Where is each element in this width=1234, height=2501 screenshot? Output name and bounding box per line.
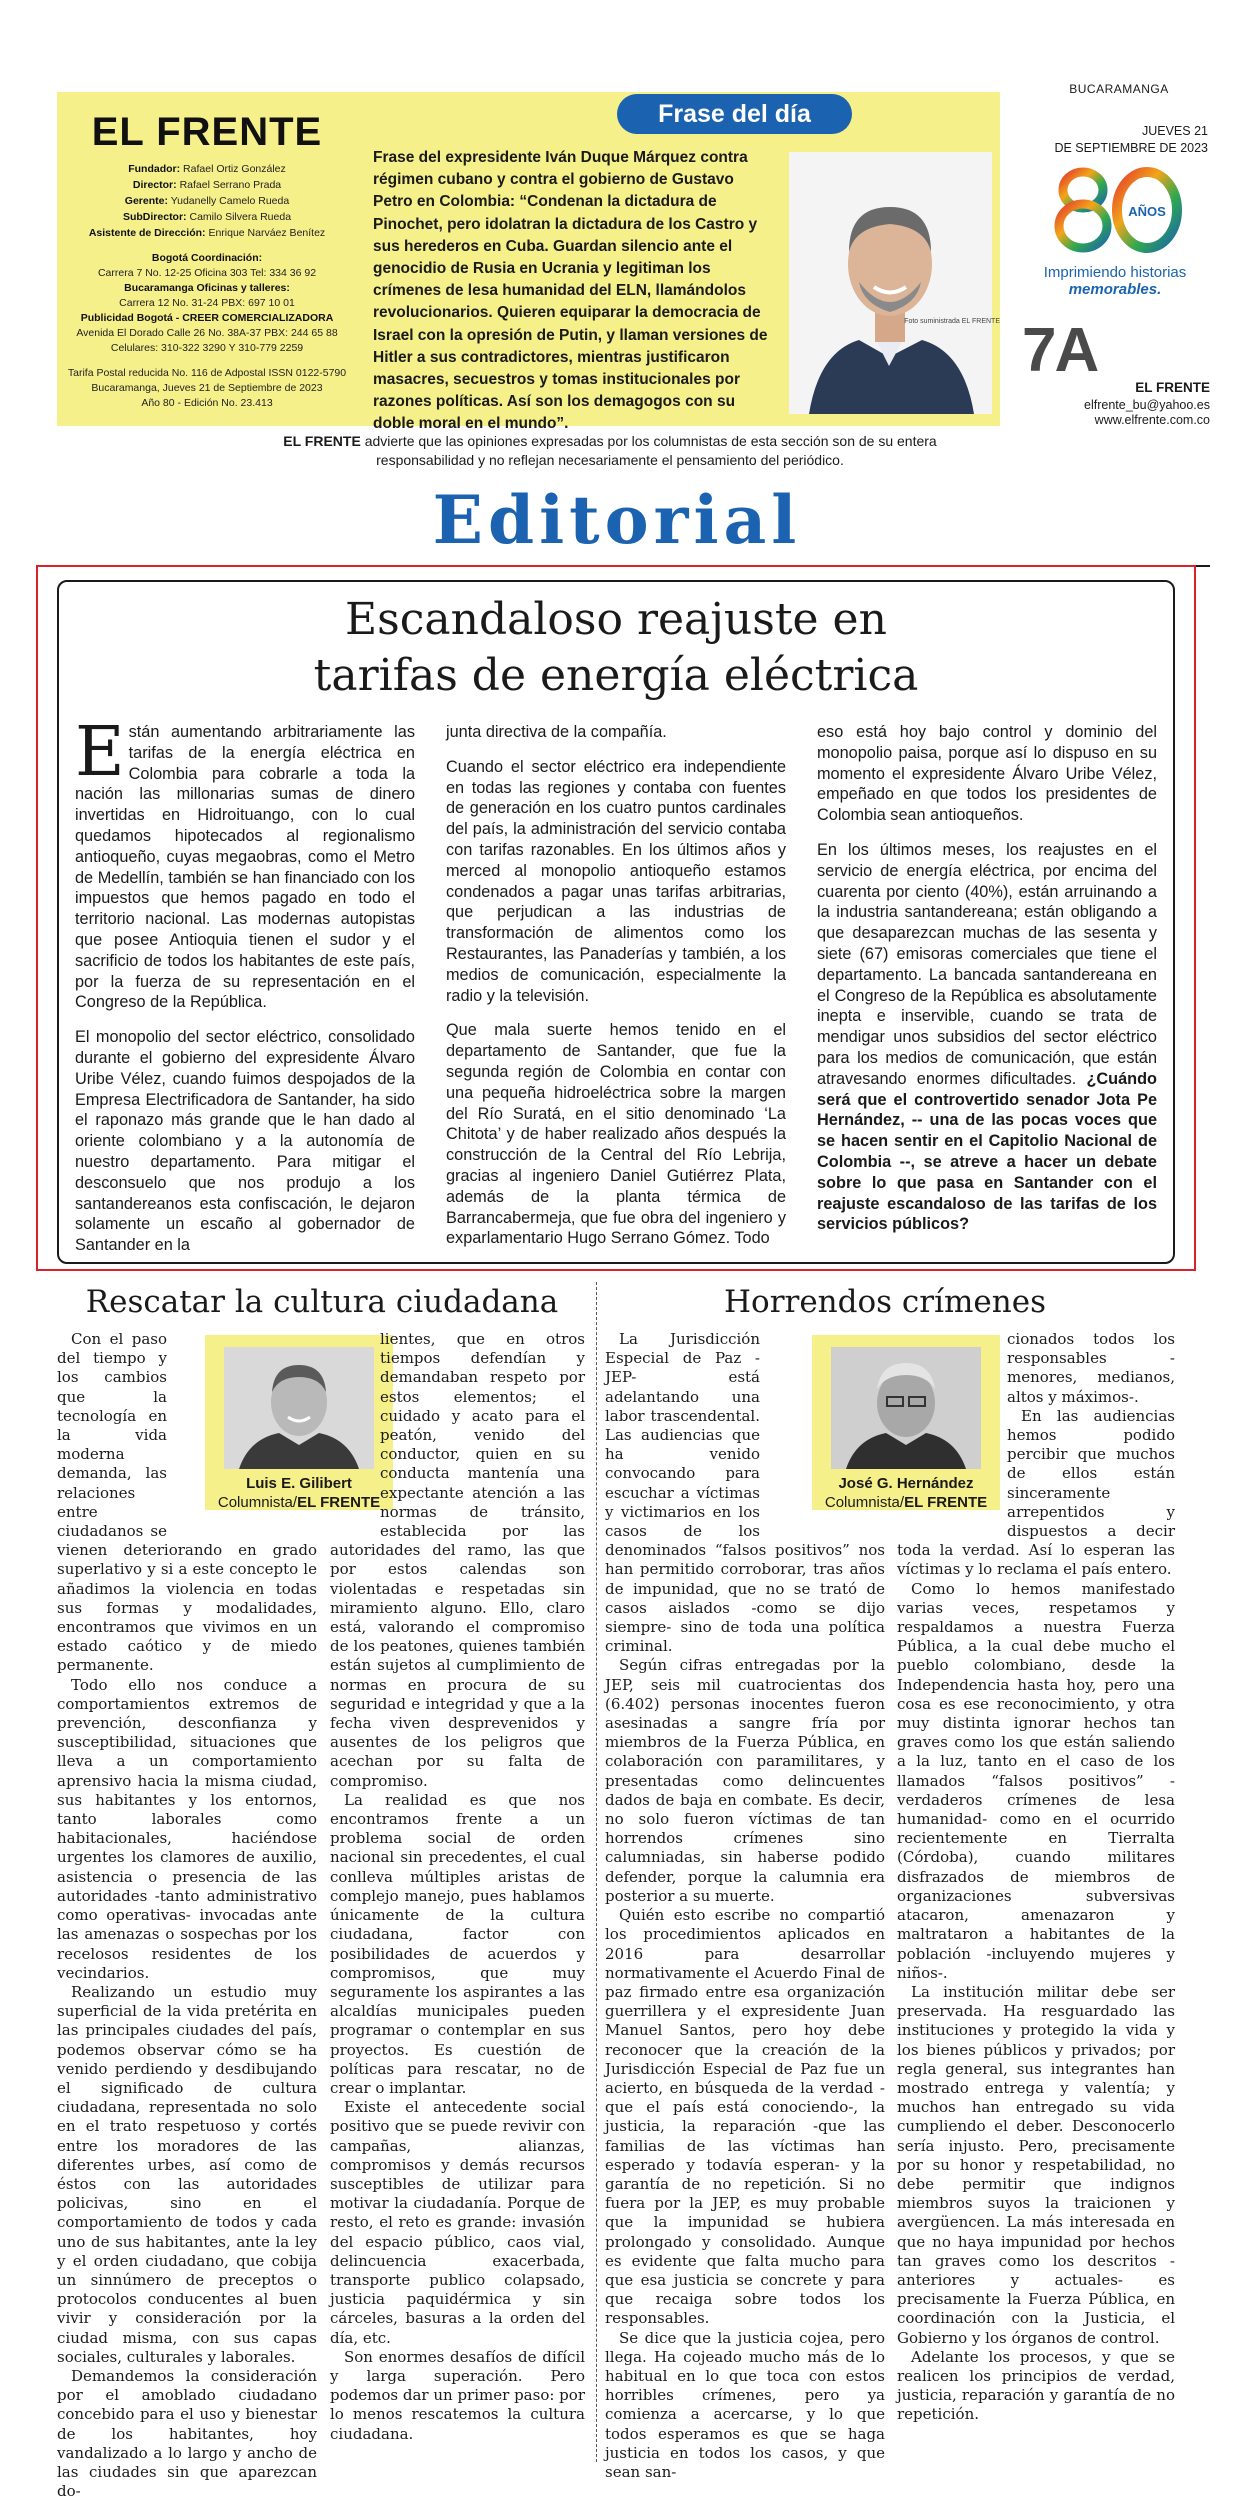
editorial-paragraph: Que mala suerte hemos tenido en el departamento de Santander, que fue la segunda región de Colombia en contar con una pequeña hidroeléctrica sobre la margen del Río Suratá, en el sitio denominado ‘La Chitota’ y de haber realizado años después la construcción de la Central del Río Lebrija, gracias al ingeniero Daniel Gutiérrez Plata, además de la planta térmica de Barrancabermeja, que fue obra del ingeniero y exparlamentario Hugo Serrano Gómez. Todo	[446, 1021, 786, 1248]
section-title: Editorial	[432, 481, 802, 559]
disclaimer: EL FRENTE advierte que las opiniones expresadas por los columnistas de esta sección son de su entera responsabilidad y no reflejan necesariamente el pensamiento del periódico.	[283, 433, 937, 468]
editorial-box	[57, 580, 1175, 1264]
staff-item: SubDirector: Camilo Silvera Rueda	[122, 211, 292, 223]
author-role: Columnista/EL FRENTE	[217, 1494, 381, 1511]
column-paragraph: Se dice que la justicia cojea, pero llega. Ha cojeado mucho más de lo habitual en lo que toca con estos horribles crímenes, pero ya comienza a acercarse, y lo que todos esperamos es que se haga justicia en todos los casos, y que sean san-	[605, 2328, 885, 2481]
column-title-right: Horrendos crímenes	[724, 1284, 1046, 1320]
editorial-paragraph: junta directiva de la compañía.	[446, 723, 667, 741]
author-name: José G. Hernández	[838, 1475, 974, 1492]
edition-number: Año 80 - Edición No. 23.413	[141, 397, 273, 409]
quote-of-day-label: Frase del día	[617, 94, 852, 134]
photo-credit: Foto suministrada EL FRENTE	[904, 318, 1000, 325]
brand-block	[57, 92, 357, 426]
newspaper-logo: EL FRENTE	[91, 110, 323, 154]
column-right-text-b	[897, 1330, 1175, 2425]
column-paragraph: Según cifras entregadas por la JEP, seis mil cuatrocientas dos (6.402) personas inocentes fueron asesinadas a sangre fría por miembros de la Fuerza Pública, en colaboración con paramilitares, y presentadas como delincuentes dados de baja en combate. Es decir, no solo fueron víctimas de tan horrendos crímenes sino calumniadas, sin haberse podido defender, porque la calumnia era posterior a su muerte.	[605, 1656, 885, 1905]
edition-date: Bucaramanga, Jueves 21 de Septiembre de 2023	[91, 382, 323, 394]
column-paragraph: Como lo hemos manifestado varias veces, respetamos y respaldamos a nuestra Fuerza Pública, a la cual debe mucho el pueblo colombiano, desde la Independencia hasta hoy, pero una cosa es ese reconocimiento, y otra muy distinta ignorar hechos tan graves como los que están saliendo a la luz, tanto en el caso de los llamados “falsos positivos” -verdaderos crímenes de lesa humanidad- como en el ocurrido recientemente en Tierralta (Córdoba), cuando militares disfrazados de miembros de organizaciones subversivas atacaron, amenazaron y maltrataron a habitantes de la población -incluyendo mujeres y niños-.	[897, 1579, 1175, 1982]
postal-tariff: Tarifa Postal reducida No. 116 de Adpostal ISSN 0122-5790	[67, 367, 347, 379]
column-paragraph: En las audiencias hemos podido percibir que muchos de ellos están sinceramente arrepentidos y dispuestos a decir toda la verdad. Así lo esperan las víctimas y lo reclama el país entero.	[897, 1406, 1175, 1579]
quote-of-day-text: Frase del expresidente Iván Duque Márquez contra régimen cubano y contra el gobierno de Gustavo Petro en Colombia: “Condenan la dictadura de Pinochet, pero idolatran la dictadura de los Castro y sus herederos en Cuba. Guardan silencio ante el genocidio de Rusia en Ucrania y legitiman los crímenes de lesa humanidad del ELN, llamándolos revolucionarios. Quieren equiparar la democracia de Israel con la opresión de Putin, y llaman versiones de Hitler a sus contradictores, mientras justificaron masacres, secuestros y tomas institucionales por razones políticas. Así son los demagogos con su doble moral en el mundo”.	[373, 149, 768, 433]
column-left-text-a	[57, 1330, 317, 2501]
drop-cap: E	[75, 713, 125, 792]
column-divider	[596, 1282, 597, 2462]
anniversary-logo	[1035, 166, 1195, 256]
staff-list	[57, 161, 357, 241]
editorial-paragraph: Cuando el sector eléctrico era independiente en todas las regiones y contaba con fuentes de generación en los cuatro puntos cardinales del país, la administración del servicio contaba con tarifas razonables. En los últimos años y merced al monopolio antioqueño estamos condenados a pagar unas tarifas arbitrarias, que perjudican a las industrias de transformación de alimentos como los Restaurantes, las Panaderías y también, a los medios de comunicación, especialmente la radio y la televisión.	[446, 757, 786, 1005]
staff-item: Asistente de Dirección: Enrique Narváez Benítez	[88, 227, 326, 239]
staff-item: Gerente: Yudanelly Camelo Rueda	[124, 195, 290, 207]
author-name: Luis E. Gilibert	[246, 1475, 352, 1492]
column-left-text-b	[330, 1330, 585, 2444]
editorial-headline: Escandaloso reajuste en tarifas de energía eléctrica	[313, 594, 919, 701]
column-paragraph: Con el paso del tiempo y los cambios que la tecnología en la vida moderna demanda, las relaciones entre ciudadanos se vienen deteriorando en grado superlativo y si a este concepto le añadimos la violencia en todas sus formas y modalidades, encontramos que vivimos en un estado caótico y de miedo permanente.	[57, 1330, 317, 1675]
staff-item: Fundador: Rafael Ortiz González	[128, 163, 286, 175]
editorial-paragraph: Están aumentando arbitrariamente las tarifas de la energía eléctrica en Colombia para cobrarle a toda la nación las millonarias sumas de dinero invertidas en Hidroituango, con lo cual quedamos hipotecados al regionalismo antioqueño, cuyas megaobras, como el Metro de Medellín, también se han financiado con los impuestos que hemos pagado en todo el territorio nacional. Las modernas autopistas que posee Antioquia tienen el sudor y el sacrificio de todos los habitantes de este país, por la fuerza de su representación en el Congreso de la República.	[75, 713, 415, 1012]
editorial-column-2	[446, 722, 786, 1263]
editorial-paragraph: En los últimos meses, los reajustes en el servicio de energía eléctrica, por encima del cuarenta por ciento (40%), están arruinando a la industria santandereana; están obligando a que desaparezcan muchas de las sesenta y siete (67) emisoras comerciales que tiene el departamento. La bancada santandereana en el Congreso de la República es absolutamente inepta e inservible, cuando se trata de mendigar unos subsidios del sector eléctrico para los medios de comunicación, que están atravesando enormes dificultades. ¿Cuándo será que el controvertido senador Jota Pe Hernández, -- una de las pocas voces que se hacen sentir en el Capitolio Nacional de Colombia --, se atreve a hacer un debate sobre lo que pasa en Santander con el reajuste escandaloso de las tarifas de los servicios públicos?	[817, 840, 1157, 1234]
column-title-left: Rescatar la cultura ciudadana	[85, 1284, 559, 1320]
column-paragraph: La Jurisdicción Especial de Paz -JEP- está adelantando una labor trascendental. Las audiencias que ha venido convocando para escuchar a víctimas y victimarios en los casos de los denominados “falsos positivos” nos han permitido corroborar, tras años de impunidad, que no se trató de casos aislados -como se dijo siempre- sino de toda una política criminal.	[605, 1330, 885, 1656]
column-right-text-a	[605, 1330, 885, 2482]
column-paragraph: Quién esto escribe no compartió los procedimientos aplicados en 2016 para desarrollar normativamente el Acuerdo Final de paz firmado entre esa organización guerrillera y el expresidente Juan Manuel Santos, pero hoy debe reconocer que la creación de la Jurisdicción Especial de Paz fue un acierto, en búsqueda de la verdad -que el país está conociendo-, la justicia, la reparación -que las familias de las víctimas han esperado y todavía esperan- y la garantía de no repetición. Si no fuera por la JEP, es muy probable que la impunidad se hubiera prolongado y consolidado. Aunque es evidente que falta mucho para que esa justicia se concrete y para que recaiga sobre todos los responsables.	[605, 1906, 885, 2328]
column-paragraph: lientes, que en otros tiempos defendían y demandaban respeto por estos elementos; el cuidado y acato para el peatón, venido del conductor, quien en su conducta mantenía una expectante atención a las normas de tránsito, establecida por las autoridades del ramo, las que por estos calendas son violentadas e respetadas sin miramiento alguno. Ello, claro está, valorando el compromiso de los peatones, quienes también están sujetos al cumplimiento de normas en procura de su seguridad e integridad y que a la fecha viven desprevenidos y ausentes de los peligros que acechan por su falta de compromiso.	[330, 1330, 585, 1790]
edition-block	[57, 366, 357, 411]
editorial-column-3	[817, 722, 1157, 1249]
masthead-box	[57, 92, 1000, 433]
column-paragraph: La institución militar debe ser preservada. Ha resguardado las instituciones y protegido la vida y los bienes públicos y privados; por regla general, sus integrantes han mostrado entrega y valentía; y muchos han entregado su vida cumpliendo el deber. Desconocerlo sería injusto. Pero, precisamente por su honor y respetabilidad, no debe permitir que indignos miembros suyos la traicionen y avergüencen. La más interesada en que no haya impunidad por hechos tan graves como los descritos -anteriores y actuales- es precisamente la Fuerza Pública, en coordinación con la Justicia, el Gobierno y los órganos de control.	[897, 1982, 1175, 2347]
website-link[interactable]: www.elfrente.com.co	[1094, 413, 1210, 427]
duque-photo	[789, 152, 992, 414]
bucaramanga-address: Carrera 12 No. 31-24 PBX: 697 10 01	[119, 297, 295, 309]
email-link[interactable]: elfrente_bu@yahoo.es	[1084, 398, 1210, 412]
city-label: BUCARAMANGA	[1069, 82, 1169, 96]
column-paragraph: Adelante los procesos, y que se realicen los principios de verdad, justicia, reparación y garantía de no repetición.	[897, 2347, 1175, 2424]
column-paragraph: Demandemos la consideración por el amoblado ciudadano concebido para el uso y bienestar de los habitantes, hoy vandalizado a lo largo y ancho de las ciudades sin que aparezcan do-	[57, 2366, 317, 2501]
column-paragraph: cionados todos los responsables -menores, medianos, altos y máximos-.	[1007, 1330, 1175, 1406]
author-role: Columnista/EL FRENTE	[824, 1494, 988, 1511]
editorial-paragraph: eso está hoy bajo control y dominio del monopolio paisa, porque así lo dispuso en su momento el expresidente Álvaro Uribe Vélez, empeñado en que todos los presidentes de Colombia sean antioqueños.	[817, 723, 1157, 825]
page-number: 7A	[1022, 316, 1098, 385]
offices-block	[57, 251, 357, 356]
bogota-title: Bogotá Coordinación:	[151, 252, 263, 264]
staff-item: Director: Rafael Serrano Prada	[132, 179, 282, 191]
page-brand: EL FRENTE	[1135, 380, 1210, 395]
column-paragraph: La realidad es que nos encontramos frente a un problema social de orden nacional sin precedentes, el cual conlleva múltiples aristas de complejo manejo, pues hablamos únicamente de la cultura ciudadana, factor con posibilidades de acuerdos y compromisos, que muy seguramente los aspirantes a las alcaldías municipales pueden programar o contemplar en sus proyectos. Es cuestión de políticas para rescatar, no de crear o implantar.	[330, 1790, 585, 2097]
column-paragraph: Todo ello nos conduce a comportamientos extremos de prevención, desconfianza y susceptibilidad, situaciones que lleva a un comportamiento aprensivo hacia la misma ciudad, sus habitantes y los entornos, tanto laborales como habitacionales, haciéndose urgentes los clamores de auxilio, asistencia o presencia de las autoridades -tanto administrativo como operativas- invocadas ante las amenazas o sospechas por los recelosos residentes de los vecindarios.	[57, 1675, 317, 1982]
publicity-address: Avenida El Dorado Calle 26 No. 38A-37 PBX: 244 65 88	[76, 327, 338, 339]
bucaramanga-title: Bucaramanga Oficinas y talleres:	[124, 282, 290, 294]
column-paragraph: Existe el antecedente social positivo que se puede revivir con campañas, alianzas, compromisos y demás recursos susceptibles de utilizar para motivar la ciudadanía. Porque de resto, el reto es grande: invasión del espacio público, caos vial, delincuencia exacerbada, transporte publico colapsado, justicia paquidérmica y sin cárceles, basuras a la orden del día, etc.	[330, 2098, 585, 2347]
editorial-column-1	[75, 713, 415, 1270]
publicity-phones: Celulares: 310-322 3290 Y 310-779 2259	[110, 342, 304, 354]
publicity-title: Publicidad Bogotá - CREER COMERCIALIZADORA	[80, 312, 334, 324]
column-paragraph: Realizando un estudio muy superficial de la vida pretérita en las principales ciudades del país, podemos observar cómo se ha venido perdiendo y desdibujando el significado de cultura ciudadana, representada no solo en el trato respetuoso y cortés entre los moradores de las diferentes urbes, así como de éstos con las autoridades policivas, sino en el comportamiento de todos y cada uno de sus habitantes, ante la ley y el orden ciudadano, que cobija un sinnúmero de preceptos o protocolos conducentes al buen vivir y consideración por la ciudad misma, con sus capas sociales, culturales y laborales.	[57, 1982, 317, 2366]
svg-text:AÑOS: AÑOS	[1128, 204, 1166, 219]
person-portrait-icon	[789, 152, 992, 414]
anniversary-tagline: Imprimiendo historias memorables.	[1043, 264, 1187, 298]
issue-date: JUEVES 21 DE SEPTIEMBRE DE 2023	[1054, 124, 1208, 155]
bogota-address: Carrera 7 No. 12-25 Oficina 303 Tel: 334 36 92	[97, 267, 317, 279]
eighty-years-icon	[1035, 166, 1195, 256]
editorial-paragraph: El monopolio del sector eléctrico, consolidado durante el gobierno del expresidente Álvaro Uribe Vélez, cuando fuimos despojados de la Empresa Electrificadora de Santander, ha sido el raponazo más grande que le han dado al oriente colombiano y a la autonomía de nuestro departamento. Para mitigar el desconsuelo que nos produjo a los santandereanos esta confiscación, le dejaron solamente un escaño al gobernador de Santander en la	[75, 1028, 415, 1255]
column-paragraph: Son enormes desafíos de difícil y larga superación. Pero podemos dar un primer paso: por lo menos rescatemos la cultura ciudadana.	[330, 2347, 585, 2443]
contact-block	[1000, 398, 1210, 428]
